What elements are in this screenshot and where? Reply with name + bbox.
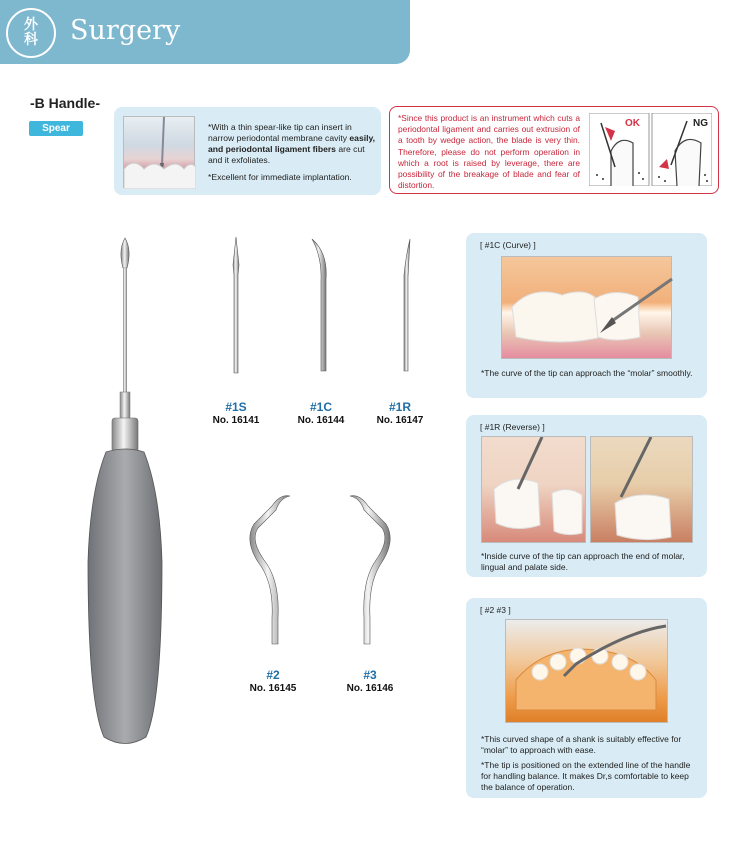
tip-2-number: No. 16145 <box>249 683 297 694</box>
tip-1r-image <box>392 235 422 375</box>
panel-1r-photo-right <box>590 436 693 543</box>
tip-1s-number: No. 16141 <box>212 415 260 426</box>
tip-1c-image <box>304 235 344 375</box>
spear-instrument-icon <box>124 117 196 189</box>
tip-1s-name: #1S <box>225 400 247 414</box>
panel-2-3-photo <box>505 619 668 723</box>
page-title: Surgery <box>70 15 181 46</box>
section-title: -B Handle- <box>30 95 100 111</box>
elevator-handle-image <box>80 232 170 752</box>
panel-1c-photo <box>501 256 672 359</box>
tip-3-image <box>340 488 400 648</box>
panel-1r-photo-left <box>481 436 586 543</box>
tip-3-name: #3 <box>363 668 377 682</box>
tip-1r-name: #1R <box>388 400 411 414</box>
panel-2-3-text-1: *This curved shape of a shank is suitably effective for “molar” to approach with ease. <box>481 734 682 755</box>
info-line1-bold: easily, and periodontal ligament fibers <box>208 133 376 154</box>
tip-3-number: No. 16146 <box>346 683 394 694</box>
panel-1c-label: [ #1C (Curve) ] <box>480 240 536 250</box>
tip-1c-name: #1C <box>309 400 332 414</box>
header-banner <box>0 0 410 64</box>
info-line2: *Excellent for immediate implantation. <box>208 172 352 182</box>
ng-label: NG <box>693 118 708 129</box>
panel-2-3-label: [ #2 #3 ] <box>480 605 511 615</box>
tip-1c-number: No. 16144 <box>297 415 345 426</box>
tip-1s-image <box>222 235 252 375</box>
spear-tip-photo <box>123 116 195 188</box>
ok-label: OK <box>625 118 640 129</box>
info-line1-post: are cut and it exfoliates. <box>208 144 365 165</box>
tip-1r-number: No. 16147 <box>376 415 424 426</box>
surgery-logo-icon <box>6 8 56 58</box>
panel-1r-text: *Inside curve of the tip can approach the end of molar, lingual and palate side. <box>481 551 685 572</box>
panel-1c-text: *The curve of the tip can approach the “molar” smoothly. <box>481 368 693 378</box>
info-text <box>208 122 380 189</box>
tip-2-name: #2 <box>266 668 280 682</box>
panel-1r-label: [ #1R (Reverse) ] <box>480 422 545 432</box>
logo-char-2: 科 <box>24 32 38 48</box>
logo-char-1: 外 <box>24 17 38 33</box>
info-line1-pre: *With a thin spear-like tip can insert in narrow periodontal membrane cavity <box>208 122 352 143</box>
category-tag: Spear <box>29 121 83 136</box>
ok-ng-diagram <box>589 113 712 186</box>
tip-2-image <box>240 488 300 648</box>
panel-2-3-text-2: *The tip is positioned on the extended line of the handle for handling balance. It makes Dr,s comfortable to keep the balance of operation. <box>481 760 691 792</box>
molar-tooth-icon <box>502 257 673 360</box>
warning-text: *Since this product is an instrument which cuts a periodontal ligament and carries out extrusion of a tooth by wedge action, the blade is very thin. Therefore, please do not perform operation in which a root is raised by leverage, there are possibility of the breakage of blade and fear of distortion. <box>398 113 580 191</box>
